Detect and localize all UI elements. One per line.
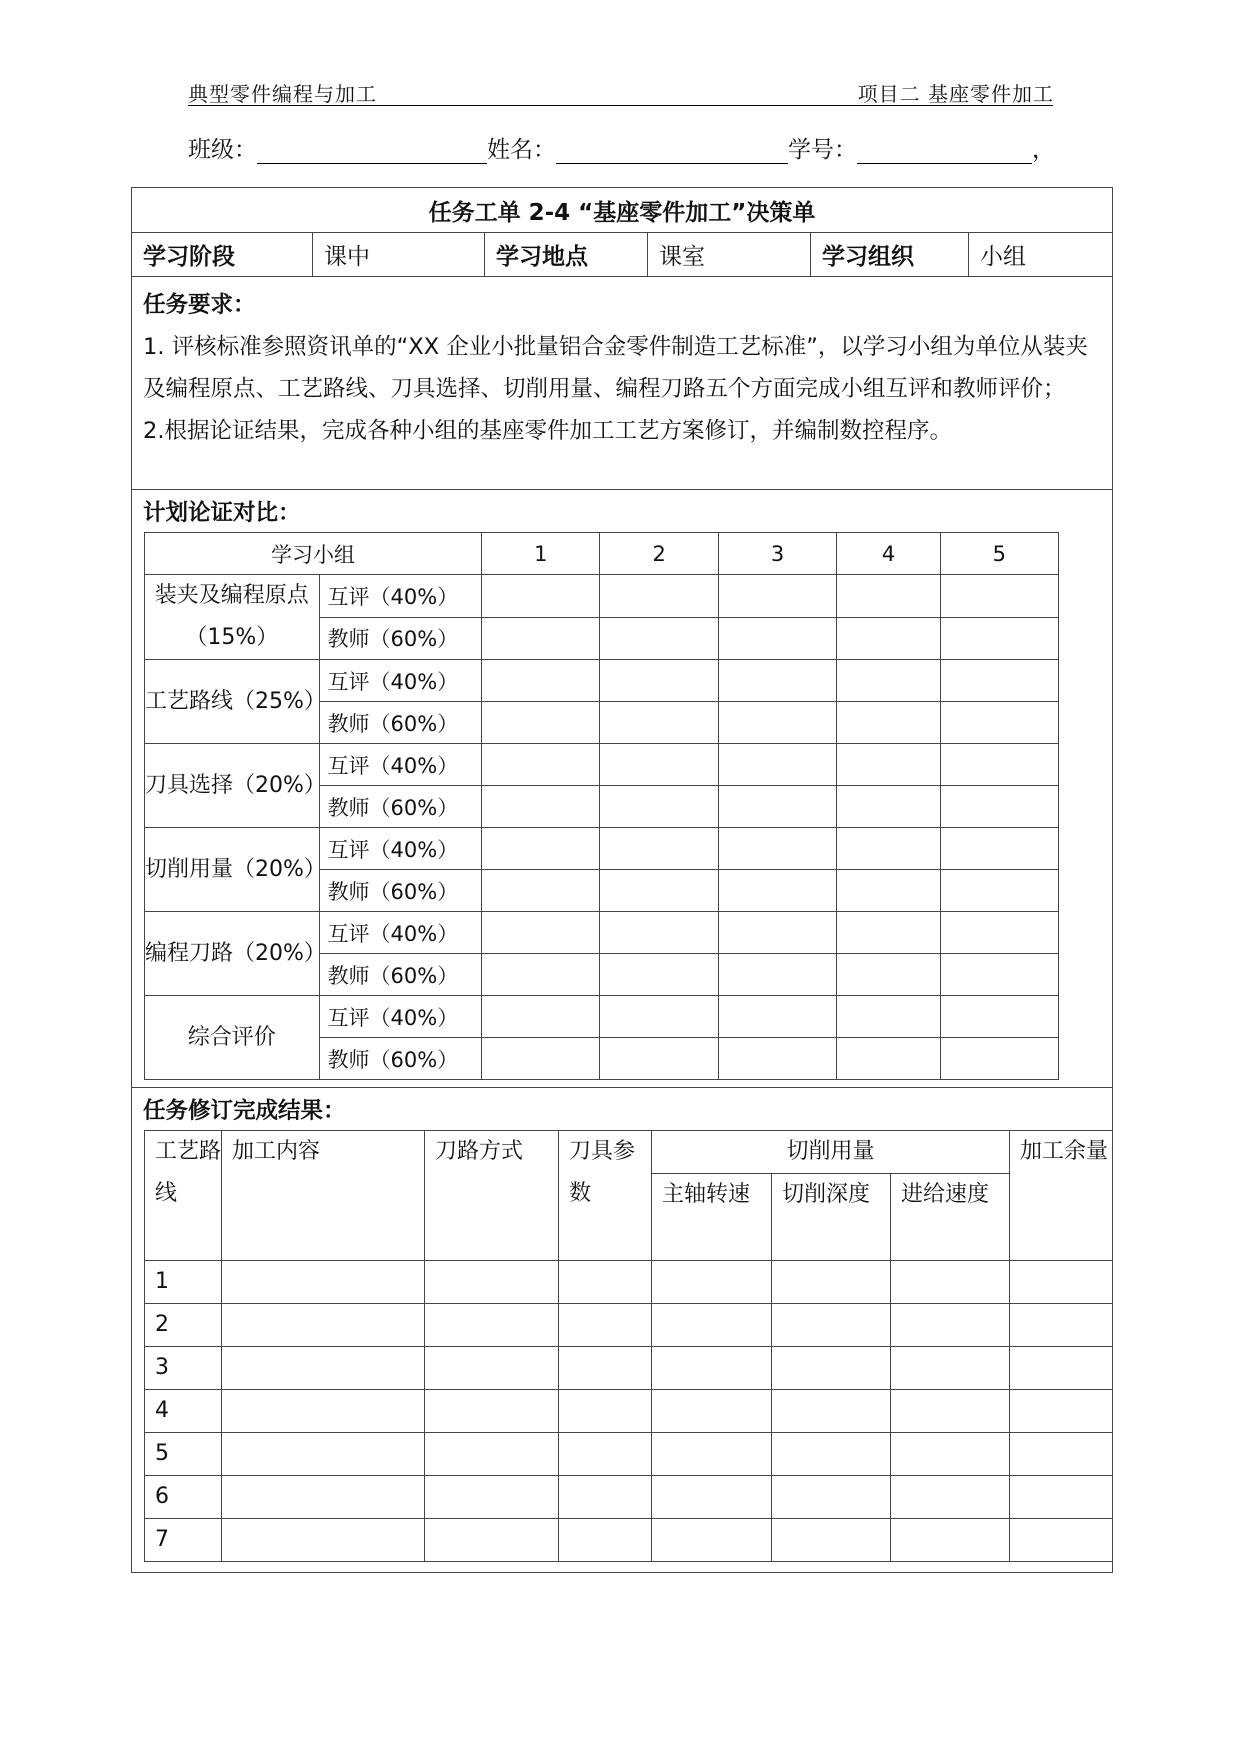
- input-cell[interactable]: [222, 1433, 425, 1476]
- revision-row: [145, 1433, 1113, 1476]
- teacher-review-label: 教师（60%）: [319, 786, 482, 828]
- score-cell[interactable]: [837, 702, 940, 744]
- revision-row: [145, 1476, 1113, 1519]
- score-cell[interactable]: [837, 744, 940, 786]
- row-number: 5: [145, 1433, 222, 1476]
- input-cell[interactable]: [772, 1433, 891, 1476]
- score-cell[interactable]: [600, 660, 718, 702]
- input-cell[interactable]: [222, 1304, 425, 1347]
- input-cell[interactable]: [559, 1304, 652, 1347]
- place-label: 学习地点: [485, 232, 648, 276]
- score-cell[interactable]: [600, 702, 718, 744]
- group-number: 5: [940, 533, 1058, 575]
- score-cell[interactable]: [837, 1038, 940, 1080]
- score-cell[interactable]: [718, 702, 836, 744]
- row-number: 2: [145, 1304, 222, 1347]
- category-label: 编程刀路（20%）: [145, 912, 320, 996]
- input-cell[interactable]: [222, 1390, 425, 1433]
- input-cell[interactable]: [1010, 1519, 1113, 1562]
- score-cell[interactable]: [600, 617, 718, 660]
- toolpath-header: 刀路方式: [425, 1131, 559, 1261]
- input-cell[interactable]: [559, 1476, 652, 1519]
- input-cell[interactable]: [559, 1261, 652, 1304]
- input-cell[interactable]: [559, 1433, 652, 1476]
- score-cell[interactable]: [718, 744, 836, 786]
- peer-review-label: 互评（40%）: [319, 996, 482, 1038]
- task-requirements: [143, 284, 1103, 452]
- input-cell[interactable]: [425, 1347, 559, 1390]
- section-divider: [132, 1087, 1112, 1088]
- score-cell[interactable]: [482, 1038, 600, 1080]
- score-cell[interactable]: [940, 575, 1058, 618]
- input-cell[interactable]: [222, 1347, 425, 1390]
- requirements-heading: 任务要求：: [143, 292, 256, 318]
- input-cell[interactable]: [652, 1261, 772, 1304]
- input-cell[interactable]: [1010, 1390, 1113, 1433]
- peer-review-label: 互评（40%）: [319, 828, 482, 870]
- input-cell[interactable]: [425, 1261, 559, 1304]
- score-cell[interactable]: [600, 954, 718, 996]
- score-cell[interactable]: [940, 828, 1058, 870]
- revision-result-table: [144, 1130, 1113, 1562]
- score-cell[interactable]: [940, 954, 1058, 996]
- score-cell[interactable]: [940, 786, 1058, 828]
- teacher-review-label: 教师（60%）: [319, 870, 482, 912]
- score-cell[interactable]: [600, 786, 718, 828]
- input-cell[interactable]: [1010, 1347, 1113, 1390]
- teacher-review-label: 教师（60%）: [319, 617, 482, 660]
- score-cell[interactable]: [482, 617, 600, 660]
- score-cell[interactable]: [718, 617, 836, 660]
- input-cell[interactable]: [772, 1304, 891, 1347]
- score-cell[interactable]: [482, 575, 600, 618]
- input-cell[interactable]: [652, 1433, 772, 1476]
- score-cell[interactable]: [940, 1038, 1058, 1080]
- plan-row: [145, 996, 1059, 1038]
- score-cell[interactable]: [718, 870, 836, 912]
- input-cell[interactable]: [559, 1519, 652, 1562]
- score-cell[interactable]: [718, 996, 836, 1038]
- revision-heading: 任务修订完成结果：: [143, 1098, 346, 1124]
- score-cell[interactable]: [482, 954, 600, 996]
- score-cell[interactable]: [837, 786, 940, 828]
- row-number: 6: [145, 1476, 222, 1519]
- score-cell[interactable]: [940, 870, 1058, 912]
- score-cell[interactable]: [837, 617, 940, 660]
- input-cell[interactable]: [891, 1390, 1010, 1433]
- score-cell[interactable]: [837, 912, 940, 954]
- score-cell[interactable]: [600, 744, 718, 786]
- score-cell[interactable]: [600, 996, 718, 1038]
- input-cell[interactable]: [891, 1347, 1010, 1390]
- plan-row: [145, 912, 1059, 954]
- revision-row: [145, 1390, 1113, 1433]
- feed-rate-header: 进给速度: [891, 1174, 1010, 1261]
- allowance-header: 加工余量: [1010, 1131, 1113, 1261]
- revision-header-row: [145, 1131, 1113, 1174]
- student-id-field[interactable]: [857, 135, 1032, 164]
- group-header: 学习小组: [145, 533, 482, 575]
- plan-header-row: [145, 533, 1059, 575]
- spindle-speed-header: 主轴转速: [652, 1174, 772, 1261]
- stage-row: [132, 232, 1112, 277]
- header-project-title: 项目二 基座零件加工: [857, 82, 1054, 106]
- peer-review-label: 互评（40%）: [319, 575, 482, 618]
- category-label: 综合评价: [145, 996, 320, 1080]
- score-cell[interactable]: [600, 575, 718, 618]
- input-cell[interactable]: [772, 1347, 891, 1390]
- peer-review-label: 互评（40%）: [319, 660, 482, 702]
- teacher-review-label: 教师（60%）: [319, 1038, 482, 1080]
- input-cell[interactable]: [891, 1304, 1010, 1347]
- input-cell[interactable]: [891, 1433, 1010, 1476]
- score-cell[interactable]: [940, 912, 1058, 954]
- input-cell[interactable]: [222, 1476, 425, 1519]
- place-value: 课室: [648, 232, 811, 276]
- org-label: 学习组织: [811, 232, 969, 276]
- input-cell[interactable]: [891, 1261, 1010, 1304]
- score-cell[interactable]: [718, 575, 836, 618]
- teacher-review-label: 教师（60%）: [319, 954, 482, 996]
- cutting-header: 切削用量: [652, 1131, 1010, 1174]
- input-cell[interactable]: [652, 1519, 772, 1562]
- score-cell[interactable]: [600, 870, 718, 912]
- student-id-label: 学号：: [788, 137, 857, 163]
- score-cell[interactable]: [940, 702, 1058, 744]
- group-number: 4: [837, 533, 940, 575]
- score-cell[interactable]: [718, 912, 836, 954]
- score-cell[interactable]: [718, 828, 836, 870]
- peer-review-label: 互评（40%）: [319, 744, 482, 786]
- row-number: 1: [145, 1261, 222, 1304]
- route-header: 工艺路线: [145, 1131, 222, 1261]
- header-course-title: 典型零件编程与加工: [188, 82, 377, 106]
- group-number: 1: [482, 533, 600, 575]
- input-cell[interactable]: [1010, 1476, 1113, 1519]
- score-cell[interactable]: [482, 912, 600, 954]
- score-cell[interactable]: [940, 996, 1058, 1038]
- decision-form: [131, 187, 1113, 1573]
- input-cell[interactable]: [425, 1476, 559, 1519]
- input-cell[interactable]: [652, 1390, 772, 1433]
- requirement-item-1: 1. 评核标准参照资讯单的“XX 企业小批量铝合金零件制造工艺标准”，以学习小组为单位从装夹及编程原点、工艺路线、刀具选择、切削用量、编程刀路五个方面完成小组互评和教师评价；: [143, 334, 1088, 402]
- name-label: 姓名：: [487, 137, 556, 163]
- row-number: 7: [145, 1519, 222, 1562]
- input-cell[interactable]: [559, 1390, 652, 1433]
- score-cell[interactable]: [718, 954, 836, 996]
- input-cell[interactable]: [559, 1347, 652, 1390]
- score-cell[interactable]: [940, 744, 1058, 786]
- score-cell[interactable]: [482, 702, 600, 744]
- name-field[interactable]: [556, 135, 788, 164]
- input-cell[interactable]: [772, 1390, 891, 1433]
- plan-row: [145, 828, 1059, 870]
- input-cell[interactable]: [772, 1476, 891, 1519]
- row-number: 4: [145, 1390, 222, 1433]
- input-cell[interactable]: [425, 1519, 559, 1562]
- form-title: 任务工单 2-4 “基座零件加工”决策单: [132, 188, 1112, 233]
- input-cell[interactable]: [1010, 1304, 1113, 1347]
- content-header: 加工内容: [222, 1131, 425, 1261]
- score-cell[interactable]: [837, 660, 940, 702]
- plan-comparison-table: [144, 532, 1059, 1080]
- score-cell[interactable]: [837, 996, 940, 1038]
- score-cell[interactable]: [482, 660, 600, 702]
- input-cell[interactable]: [222, 1261, 425, 1304]
- teacher-review-label: 教师（60%）: [319, 702, 482, 744]
- revision-row: [145, 1519, 1113, 1562]
- phase-value: 课中: [313, 232, 485, 276]
- tool-param-header: 刀具参数: [559, 1131, 652, 1261]
- requirement-item-2: 2.根据论证结果，完成各种小组的基座零件加工工艺方案修订，并编制数控程序。: [143, 418, 952, 444]
- category-label: 刀具选择（20%）: [145, 744, 320, 828]
- input-cell[interactable]: [425, 1304, 559, 1347]
- input-cell[interactable]: [891, 1476, 1010, 1519]
- category-label: 工艺路线（25%）: [145, 660, 320, 744]
- phase-label: 学习阶段: [132, 232, 313, 276]
- score-cell[interactable]: [600, 1038, 718, 1080]
- score-cell[interactable]: [837, 828, 940, 870]
- score-cell[interactable]: [940, 660, 1058, 702]
- header-divider: [188, 105, 1053, 106]
- input-cell[interactable]: [772, 1261, 891, 1304]
- input-cell[interactable]: [425, 1390, 559, 1433]
- input-cell[interactable]: [1010, 1433, 1113, 1476]
- category-label: 装夹及编程原点（15%）: [145, 575, 320, 660]
- group-number: 2: [600, 533, 718, 575]
- org-value: 小组: [980, 243, 1026, 270]
- input-cell[interactable]: [1010, 1261, 1113, 1304]
- peer-review-label: 互评（40%）: [319, 912, 482, 954]
- score-cell[interactable]: [837, 870, 940, 912]
- score-cell[interactable]: [482, 828, 600, 870]
- input-cell[interactable]: [652, 1347, 772, 1390]
- score-cell[interactable]: [482, 744, 600, 786]
- score-cell[interactable]: [837, 575, 940, 618]
- input-cell[interactable]: [652, 1476, 772, 1519]
- input-cell[interactable]: [425, 1433, 559, 1476]
- input-cell[interactable]: [891, 1519, 1010, 1562]
- trailing-comma: ，: [1032, 137, 1055, 163]
- category-label: 切削用量（20%）: [145, 828, 320, 912]
- revision-row: [145, 1261, 1113, 1304]
- score-cell[interactable]: [482, 996, 600, 1038]
- score-cell[interactable]: [718, 786, 836, 828]
- plan-row: [145, 660, 1059, 702]
- score-cell[interactable]: [837, 954, 940, 996]
- score-cell[interactable]: [718, 1038, 836, 1080]
- student-info-line: [188, 131, 1055, 165]
- plan-heading: 计划论证对比：: [143, 500, 301, 526]
- score-cell[interactable]: [600, 912, 718, 954]
- plan-row: [145, 744, 1059, 786]
- input-cell[interactable]: [772, 1519, 891, 1562]
- score-cell[interactable]: [600, 828, 718, 870]
- input-cell[interactable]: [222, 1519, 425, 1562]
- plan-row: [145, 575, 1059, 618]
- section-divider: [132, 489, 1112, 490]
- score-cell[interactable]: [940, 617, 1058, 660]
- score-cell[interactable]: [718, 660, 836, 702]
- revision-row: [145, 1304, 1113, 1347]
- score-cell[interactable]: [482, 786, 600, 828]
- input-cell[interactable]: [652, 1304, 772, 1347]
- class-field[interactable]: [257, 135, 487, 164]
- revision-row: [145, 1347, 1113, 1390]
- class-label: 班级：: [188, 137, 257, 163]
- score-cell[interactable]: [482, 870, 600, 912]
- cut-depth-header: 切削深度: [772, 1174, 891, 1261]
- row-number: 3: [145, 1347, 222, 1390]
- group-number: 3: [718, 533, 836, 575]
